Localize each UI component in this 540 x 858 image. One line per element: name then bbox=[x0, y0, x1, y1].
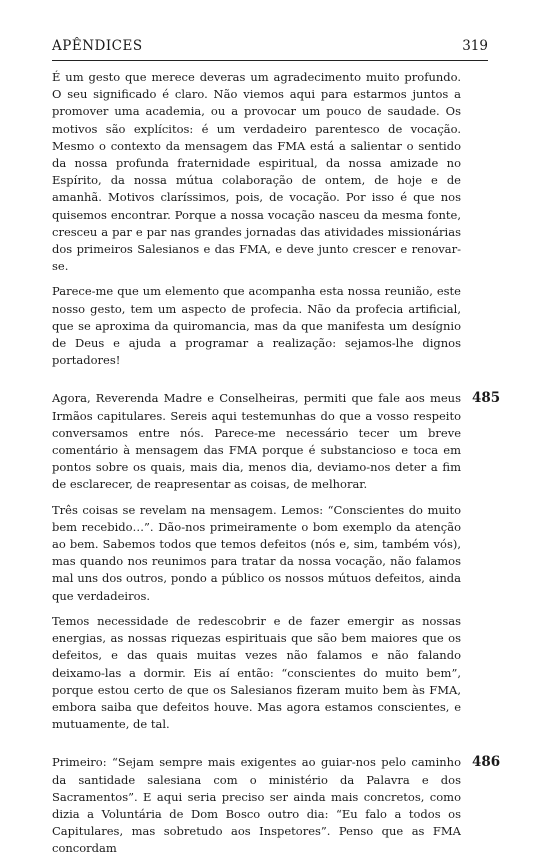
paragraph: É um gesto que merece deveras um agradecimento muito profundo. O seu significado é claro. Não viemos aqui para estarmos juntos a promover uma academia, ou a provocar um pouco de saudade. Os motivos são explícitos: é um verdadeiro parentesco de vocação. Mesmo o contexto da mensagem das FMA está a salientar o sentido da nossa profunda fraternidade espiritual, da nossa amizade no Espírito, da nossa mútua colaboração de ontem, de hoje e de amanhã. Motivos claríssimos, pois, de vocação. Por isso é que nos quisemos encontrar. Porque a nossa vocação nasceu da mesma fonte, cresceu a par e par nas grandes jornadas das atividades missionárias dos primeiros Salesianos e das FMA, e deve junto crescer e renovar-se. bbox=[52, 70, 461, 274]
paragraph: Três coisas se revelam na mensagem. Lemos: “Conscientes do muito bem recebido…”. Dão-nos primeiramente o bom exemplo da atenção ao bem. Sabemos todos que temos defeitos (nós e, sim, também vós), mas quando nos reunimos para tratar da nossa vocação, não falamos mal uns dos outros, pondo a público os nossos mútuos defeitos, ainda que verdadeiros. bbox=[52, 502, 461, 603]
marginal-number: 486 bbox=[472, 754, 501, 771]
paragraph: Temos necessidade de redescobrir e de fazer emergir as nossas energias, as nossas riquezas espirituais que são bem maiores que os defeitos, e das quais muitas vezes não falamos e não falando deixamo-las a dormir. Eis aí então: “conscientes do muito bem”, porque estou certo de que os Salesianos fizeram muito bem às FMA, embora saiba que defeitos houve. Mas agora estamos conscientes, e mutuamente, de tal. bbox=[52, 613, 461, 732]
paragraph: Agora, Reverenda Madre e Conselheiras, permiti que fale aos meus Irmãos capitulares. Sereis aqui testemunhas do que a vosso respeito conversamos entre nós. Parece-me necessário tecer um breve comentário à mensagem das FMA porque é substancioso e toca em pontos sobre os quais, mais dia, menos dia, deviamo-nos deter a fim de esclarecer, de reapresentar as coisas, de melhorar. bbox=[52, 391, 461, 492]
paragraph: Parece-me que um elemento que acompanha esta nossa reunião, este nosso gesto, tem um aspecto de profecia. Não da profecia artificial, que se aproxima da quiromancia, mas da que manifesta um desígnio de Deus e ajuda a programar a realização: sejamos-lhe dignos portadores! bbox=[52, 284, 461, 368]
running-title: APÊNDICES bbox=[52, 38, 143, 54]
page-number: 319 bbox=[462, 38, 488, 54]
running-header bbox=[52, 38, 488, 58]
marginal-number: 485 bbox=[472, 390, 501, 407]
header-rule bbox=[52, 60, 488, 61]
paragraph: Primeiro: “Sejam sempre mais exigentes ao guiar-nos pelo caminho da santidade salesiana com o ministério da Palavra e dos Sacramentos”. E aqui seria preciso ser ainda mais concretos, como dizia a Voluntária de Dom Bosco outro dia: “Eu falo a todos os Capitulares, mas sobretudo aos Inspetores”. Penso que as FMA concordam bbox=[52, 755, 461, 856]
body-text bbox=[52, 69, 501, 858]
